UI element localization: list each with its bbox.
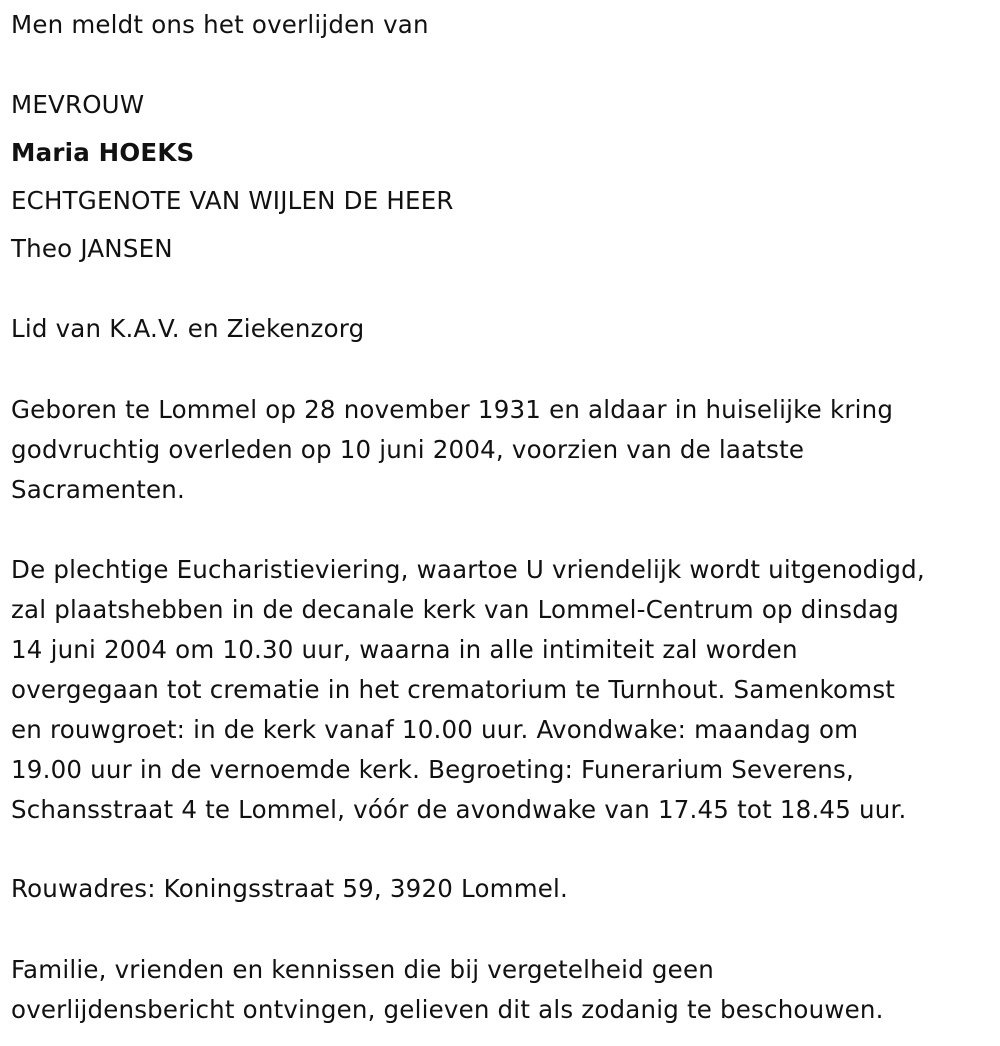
birth-death-paragraph [11, 390, 996, 510]
spouse-name: Theo JANSEN [11, 234, 173, 263]
ceremony-line: 14 juni 2004 om 10.30 uur, waarna in alle intimiteit zal worden [11, 635, 798, 664]
birth-death-line: Sacramenten. [11, 475, 185, 504]
ceremony-line: zal plaatshebben in de decanale kerk van Lommel-Centrum op dinsdag [11, 595, 899, 624]
closing-line: Familie, vrienden en kennissen die bij vergetelheid geen [11, 955, 714, 984]
intro-text: Men meldt ons het overlijden van [11, 10, 429, 39]
ceremony-line: en rouwgroet: in de kerk vanaf 10.00 uur. Avondwake: maandag om [11, 715, 859, 744]
ceremony-line: Schansstraat 4 te Lommel, vóór de avondwake van 17.45 tot 18.45 uur. [11, 795, 907, 824]
mourning-address: Rouwadres: Koningsstraat 59, 3920 Lommel. [11, 874, 569, 903]
ceremony-line: overgegaan tot crematie in het crematorium te Turnhout. Samenkomst [11, 675, 896, 704]
ceremony-line: De plechtige Eucharistieviering, waartoe U vriendelijk wordt uitgenodigd, [11, 555, 925, 584]
birth-death-line: godvruchtig overleden op 10 juni 2004, voorzien van de laatste [11, 435, 805, 464]
deceased-title: MEVROUW [11, 90, 145, 119]
closing-paragraph [11, 950, 996, 1030]
ceremony-line: 19.00 uur in de vernoemde kerk. Begroeting: Funerarium Severens, [11, 755, 854, 784]
birth-death-line: Geboren te Lommel op 28 november 1931 en aldaar in huiselijke kring [11, 395, 894, 424]
membership-text: Lid van K.A.V. en Ziekenzorg [11, 314, 365, 343]
relation-text: ECHTGENOTE VAN WIJLEN DE HEER [11, 186, 454, 215]
closing-line: overlijdensbericht ontvingen, gelieven dit als zodanig te beschouwen. [11, 995, 884, 1024]
ceremony-paragraph [11, 550, 996, 830]
deceased-name: Maria HOEKS [11, 138, 195, 167]
